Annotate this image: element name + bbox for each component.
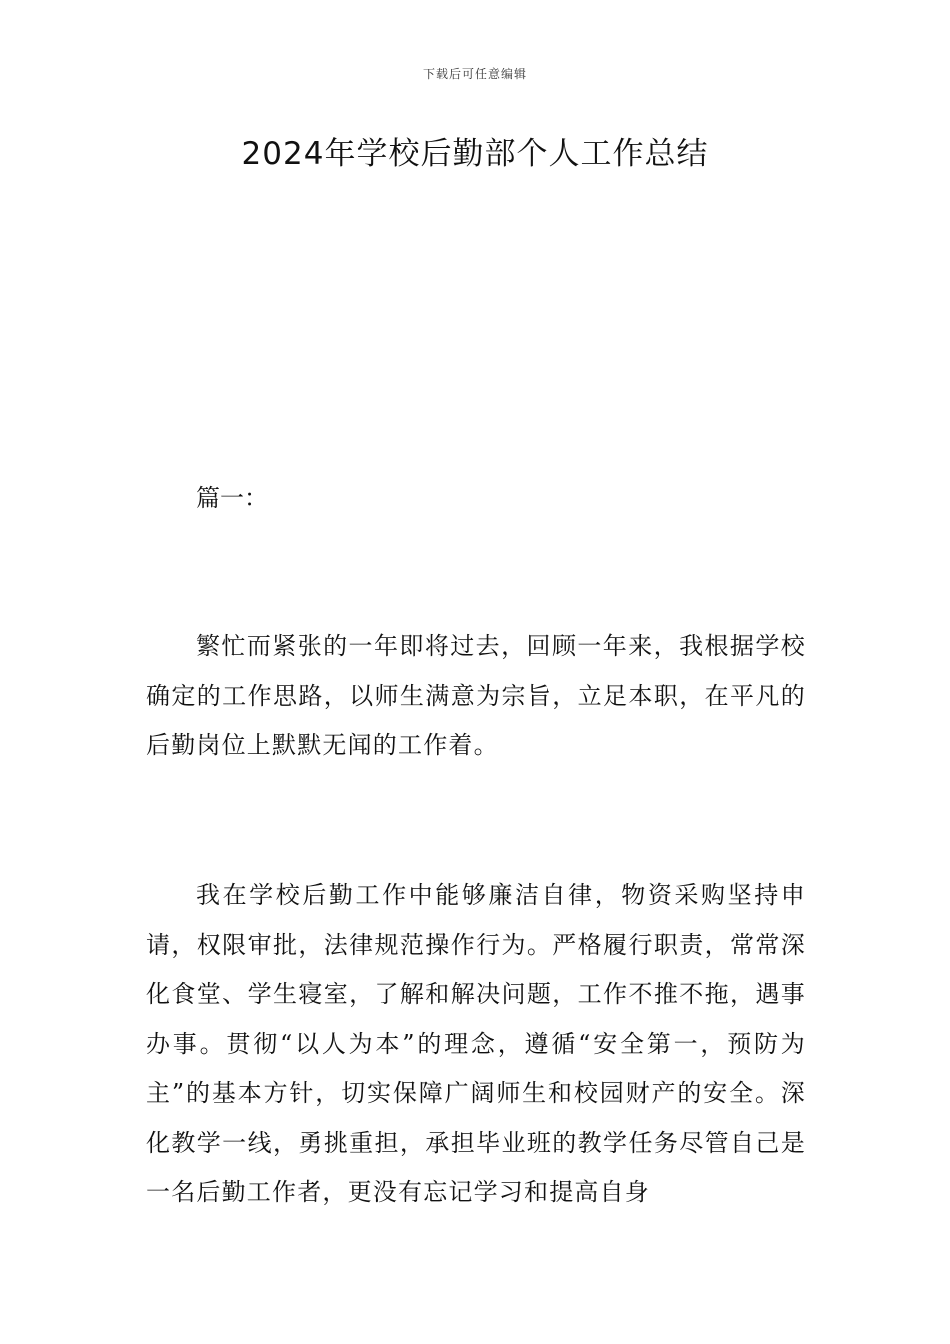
paragraph-2: 我在学校后勤工作中能够廉洁自律，物资采购坚持申请，权限审批，法律规范操作行为。严格履行职责，常常深化食堂、学生寝室，了解和解决问题，工作不推不拖，遇事办事。贯彻“以人为本”的理念，遵循“安全第一，预防为主”的基本方针，切实保障广阔师生和校园财产的安全。深化教学一线，勇挑重担，承担毕业班的教学任务尽管自己是一名后勤工作者，更没有忘记学习和提高自身: [146, 881, 806, 1206]
section-heading: 篇一：: [196, 484, 268, 512]
document-title: 2024年学校后勤部个人工作总结: [241, 136, 709, 172]
header-note: 下载后可任意编辑: [422, 67, 527, 81]
paragraph-1: 繁忙而紧张的一年即将过去，回顾一年来，我根据学校确定的工作思路，以师生满意为宗旨，立足本职，在平凡的后勤岗位上默默无闻的工作着。: [146, 632, 806, 759]
